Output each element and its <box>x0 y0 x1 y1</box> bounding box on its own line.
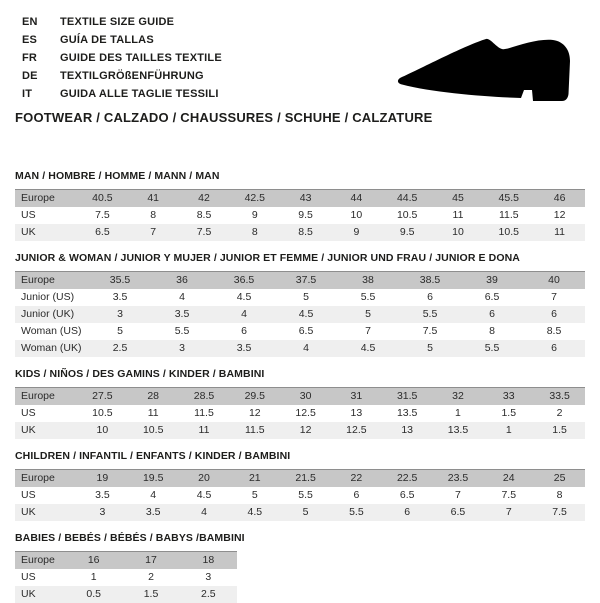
size-cell: 35.5 <box>109 274 131 286</box>
size-cell: 19.5 <box>142 472 164 484</box>
size-table-kids <box>15 387 585 439</box>
size-cell: 27.5 <box>92 390 113 402</box>
section-children <box>15 451 585 521</box>
table-row <box>15 272 585 290</box>
size-cell: 41 <box>147 192 160 204</box>
row-label: UK <box>21 506 36 518</box>
size-cell: 3 <box>117 308 123 320</box>
row-label: Europe <box>21 274 55 286</box>
size-cell: 8 <box>251 226 258 238</box>
size-cell: 7.5 <box>422 325 438 337</box>
size-cell: 7 <box>455 489 461 501</box>
size-cell: 1.5 <box>143 588 159 600</box>
size-cell: 5.5 <box>360 291 376 303</box>
size-cell: 6 <box>241 325 247 337</box>
size-cell: 6.5 <box>95 226 110 238</box>
table-row <box>15 552 237 570</box>
language-code: IT <box>22 88 33 100</box>
table-row <box>15 586 237 603</box>
size-cell: 5.5 <box>349 506 364 518</box>
size-cell: 3 <box>99 506 106 518</box>
row-label: US <box>21 209 36 221</box>
section-babies <box>15 533 585 603</box>
size-table-babies <box>15 551 237 603</box>
size-cell: 12 <box>248 407 261 419</box>
size-cell: 8 <box>556 489 563 501</box>
size-cell: 7 <box>551 291 557 303</box>
size-cell: 2.5 <box>112 342 128 354</box>
size-cell: 7.5 <box>501 489 517 501</box>
size-cell: 4 <box>241 308 247 320</box>
size-cell: 8 <box>489 325 495 337</box>
size-cell: 10 <box>96 424 109 436</box>
size-cell: 1 <box>90 571 97 583</box>
size-cell: 5 <box>427 342 433 354</box>
size-cell: 36 <box>176 274 188 286</box>
size-cell: 11.5 <box>498 209 519 221</box>
size-cell: 4 <box>303 342 309 354</box>
size-cell: 3.5 <box>174 308 190 320</box>
size-cell: 10.5 <box>142 424 164 436</box>
language-label: TEXTILGRÖßENFÜHRUNG <box>60 70 204 82</box>
size-cell: 19 <box>96 472 109 484</box>
size-cell: 5 <box>251 489 258 501</box>
size-cell: 17 <box>145 554 157 566</box>
size-cell: 11 <box>452 209 464 221</box>
size-cell: 6 <box>404 506 411 518</box>
row-label: US <box>21 407 36 419</box>
size-cell: 4.5 <box>298 308 314 320</box>
row-label: Europe <box>21 390 55 402</box>
size-cell: 4 <box>201 506 207 518</box>
shoe-icon <box>394 27 576 105</box>
size-cell: 3.5 <box>112 291 128 303</box>
size-cell: 6 <box>551 342 557 354</box>
size-cell: 6 <box>427 291 433 303</box>
size-cell: 5 <box>303 291 309 303</box>
size-cell: 4.5 <box>360 342 376 354</box>
size-cell: 6 <box>353 489 360 501</box>
row-label: UK <box>21 226 36 238</box>
size-cell: 7 <box>505 506 512 518</box>
language-code: EN <box>22 16 38 28</box>
size-cell: 6 <box>551 308 557 320</box>
size-cell: 24 <box>502 472 515 484</box>
table-row <box>15 388 585 406</box>
table-row <box>15 470 585 488</box>
size-cell: 10 <box>350 209 363 221</box>
size-cell: 22 <box>350 472 363 484</box>
size-cell: 39 <box>486 274 498 286</box>
size-cell: 7 <box>365 325 371 337</box>
size-cell: 3.5 <box>95 489 110 501</box>
language-code: ES <box>22 34 38 46</box>
row-label: Woman (UK) <box>21 342 82 354</box>
size-cell: 4.5 <box>247 506 263 518</box>
size-cell: 8.5 <box>298 226 313 238</box>
size-cell: 9 <box>251 209 258 221</box>
section-title-kids: KIDS / NIÑOS / DES GAMINS / KINDER / BAMBINI <box>15 368 265 380</box>
size-table-man <box>15 189 585 241</box>
size-cell: 2 <box>148 571 154 583</box>
size-cell: 12 <box>299 424 312 436</box>
table-row <box>15 306 585 323</box>
size-cell: 5 <box>365 308 371 320</box>
size-cell: 38 <box>362 274 374 286</box>
row-label: Europe <box>21 472 55 484</box>
section-kids <box>15 369 585 439</box>
size-cell: 3 <box>179 342 185 354</box>
section-man <box>15 171 585 241</box>
size-cell: 11 <box>198 424 210 436</box>
size-cell: 7.5 <box>196 226 212 238</box>
size-cell: 28.5 <box>193 390 215 402</box>
row-label: US <box>21 571 36 583</box>
size-cell: 7 <box>150 226 157 238</box>
size-cell: 8.5 <box>546 325 562 337</box>
size-cell: 3.5 <box>145 506 161 518</box>
size-cell: 29.5 <box>244 390 265 402</box>
size-cell: 5.5 <box>484 342 500 354</box>
size-cell: 5.5 <box>298 489 313 501</box>
size-cell: 38.5 <box>419 274 441 286</box>
size-cell: 1.5 <box>501 407 517 419</box>
table-row <box>15 207 585 224</box>
size-cell: 20 <box>198 472 210 484</box>
size-cell: 3 <box>205 571 212 583</box>
size-cell: 31 <box>350 390 363 402</box>
size-cell: 13.5 <box>447 424 469 436</box>
size-cell: 12.5 <box>346 424 367 436</box>
size-cell: 45 <box>452 192 464 204</box>
language-label: TEXTILE SIZE GUIDE <box>60 16 175 28</box>
size-cell: 13.5 <box>396 407 418 419</box>
size-cell: 45.5 <box>498 192 519 204</box>
row-label: UK <box>21 588 36 600</box>
section-title-babies: BABIES / BEBÉS / BÉBÉS / BABYS /BAMBINI <box>15 532 245 544</box>
size-cell: 33.5 <box>549 390 570 402</box>
row-label: Junior (UK) <box>21 308 75 320</box>
table-row <box>15 405 585 422</box>
size-cell: 4.5 <box>236 291 252 303</box>
size-table-junior-woman <box>15 271 585 357</box>
size-cell: 13 <box>350 407 363 419</box>
size-cell: 9 <box>353 226 360 238</box>
language-code: FR <box>22 52 38 64</box>
table-row <box>15 289 585 306</box>
size-cell: 21 <box>248 472 261 484</box>
size-cell: 12 <box>553 209 566 221</box>
size-cell: 6.5 <box>399 489 415 501</box>
size-cell: 25 <box>553 472 566 484</box>
size-cell: 4 <box>150 489 157 501</box>
section-title-junior-woman: JUNIOR & WOMAN / JUNIOR Y MUJER / JUNIOR ET FEMME / JUNIOR UND FRAU / JUNIOR E DONA <box>15 252 520 264</box>
size-cell: 10.5 <box>396 209 418 221</box>
size-cell: 28 <box>147 390 160 402</box>
size-cell: 5.5 <box>422 308 438 320</box>
section-junior-woman <box>15 253 585 357</box>
size-cell: 31.5 <box>396 390 418 402</box>
size-cell: 16 <box>87 554 100 566</box>
size-cell: 5 <box>302 506 309 518</box>
size-cell: 1 <box>455 407 461 419</box>
size-cell: 42 <box>198 192 210 204</box>
language-label: GUIDE DES TAILLES TEXTILE <box>60 52 222 64</box>
size-cell: 3.5 <box>236 342 252 354</box>
size-cell: 40 <box>548 274 560 286</box>
size-cell: 4 <box>179 291 185 303</box>
row-label: US <box>21 489 36 501</box>
section-title-man: MAN / HOMBRE / HOMME / MANN / MAN <box>15 170 220 182</box>
row-label: Junior (US) <box>21 291 75 303</box>
size-cell: 8 <box>150 209 157 221</box>
size-cell: 21.5 <box>295 472 316 484</box>
size-cell: 6.5 <box>298 325 314 337</box>
size-cell: 23.5 <box>447 472 469 484</box>
size-cell: 43 <box>299 192 312 204</box>
size-cell: 37.5 <box>295 274 317 286</box>
table-row <box>15 323 585 340</box>
size-cell: 8.5 <box>196 209 212 221</box>
size-cell: 42.5 <box>244 192 265 204</box>
size-cell: 6.5 <box>484 291 500 303</box>
size-cell: 0.5 <box>86 588 101 600</box>
language-code: DE <box>22 70 38 82</box>
size-cell: 32 <box>452 390 464 402</box>
table-row <box>15 569 237 586</box>
size-cell: 9.5 <box>298 209 313 221</box>
size-cell: 10.5 <box>498 226 519 238</box>
size-cell: 5 <box>117 325 123 337</box>
row-label: Woman (US) <box>21 325 82 337</box>
size-cell: 9.5 <box>399 226 415 238</box>
size-cell: 11 <box>147 407 159 419</box>
size-cell: 12.5 <box>295 407 316 419</box>
size-cell: 36.5 <box>233 274 255 286</box>
table-row <box>15 224 585 241</box>
size-cell: 18 <box>202 554 215 566</box>
size-cell: 10.5 <box>92 407 113 419</box>
language-label: GUÍA DE TALLAS <box>60 34 154 46</box>
size-cell: 40.5 <box>92 192 113 204</box>
size-cell: 5.5 <box>174 325 190 337</box>
size-cell: 2.5 <box>201 588 216 600</box>
size-cell: 1 <box>505 424 512 436</box>
table-row <box>15 190 585 208</box>
size-cell: 44.5 <box>396 192 418 204</box>
language-label: GUIDA ALLE TAGLIE TESSILI <box>60 88 219 100</box>
size-cell: 6 <box>489 308 495 320</box>
size-cell: 11 <box>554 226 566 238</box>
size-cell: 2 <box>556 407 563 419</box>
table-row <box>15 504 585 521</box>
size-cell: 46 <box>553 192 566 204</box>
size-cell: 13 <box>401 424 414 436</box>
size-table-children <box>15 469 585 521</box>
size-cell: 1.5 <box>552 424 567 436</box>
size-sections <box>15 171 585 603</box>
size-cell: 7.5 <box>552 506 567 518</box>
table-row <box>15 487 585 504</box>
row-label: UK <box>21 424 36 436</box>
size-cell: 11.5 <box>244 424 265 436</box>
size-cell: 7.5 <box>95 209 110 221</box>
size-cell: 4.5 <box>196 489 212 501</box>
table-row <box>15 422 585 439</box>
table-row <box>15 340 585 357</box>
size-cell: 44 <box>350 192 363 204</box>
size-cell: 11.5 <box>194 407 214 419</box>
row-label: Europe <box>21 554 55 566</box>
size-cell: 30 <box>299 390 312 402</box>
size-cell: 10 <box>452 226 464 238</box>
size-cell: 22.5 <box>396 472 418 484</box>
category-line: FOOTWEAR / CALZADO / CHAUSSURES / SCHUHE / CALZATURE <box>15 110 433 125</box>
section-title-children: CHILDREN / INFANTIL / ENFANTS / KINDER / BAMBINI <box>15 450 291 462</box>
size-cell: 6.5 <box>450 506 466 518</box>
row-label: Europe <box>21 192 55 204</box>
size-cell: 33 <box>502 390 515 402</box>
